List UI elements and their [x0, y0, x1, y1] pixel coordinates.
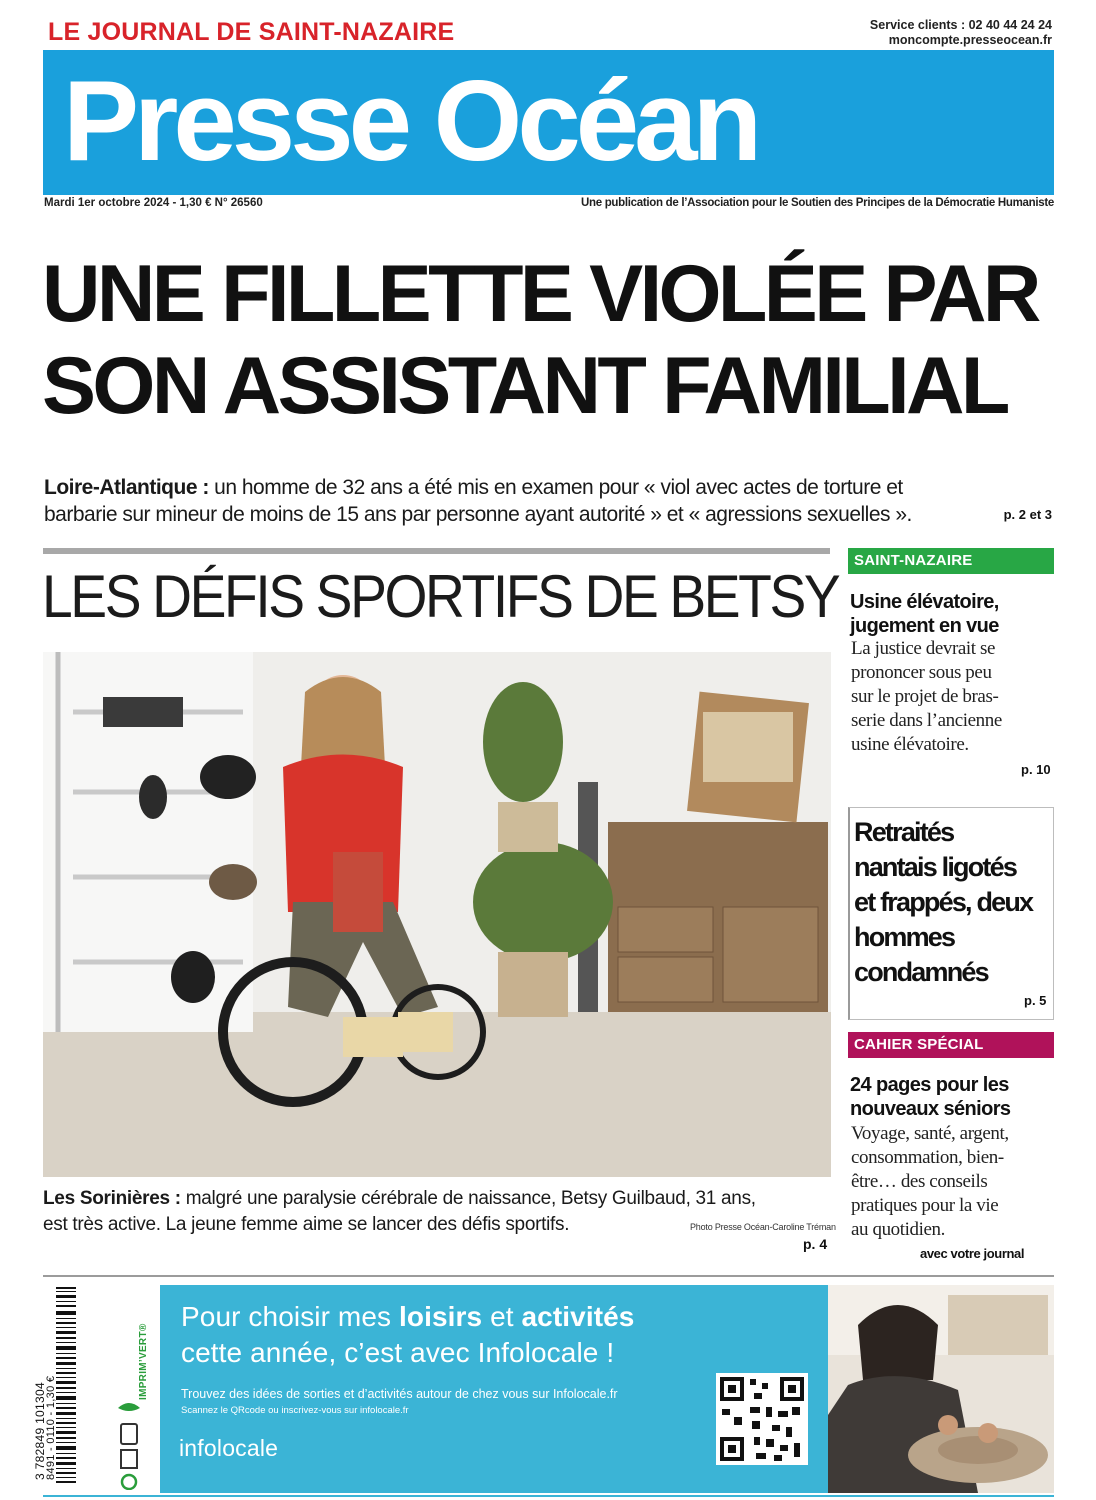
story-retraites-headline-line: et frappés, deux	[854, 887, 1033, 917]
story-seniors-body-line: consommation, bien-	[851, 1147, 1004, 1168]
feature-photo	[43, 652, 831, 1177]
section-tag-saint-nazaire: SAINT-NAZAIRE	[848, 548, 1054, 574]
caption-line-1: malgré une paralysie cérébrale de naissance, Betsy Guilbaud, 31 ans,	[180, 1188, 756, 1209]
story-seniors-body-line: être… des conseils	[851, 1171, 988, 1192]
footer-accent-line	[43, 1495, 1054, 1497]
lede-place: Loire-Atlantique :	[44, 476, 209, 499]
infolocale-ad[interactable]	[160, 1285, 1054, 1493]
story-seniors-headline[interactable]	[850, 1073, 1010, 1121]
ad-headline-part: et	[482, 1301, 522, 1332]
betsy-photo-illustration	[43, 652, 831, 1177]
story-usine-body-line: usine élévatoire.	[851, 734, 969, 755]
story-usine-body-line: prononcer sous peu	[851, 662, 992, 683]
headline-line-1: UNE FILLETTE VIOLÉE PAR	[42, 249, 1038, 339]
story-seniors-body-line: au quotidien.	[851, 1219, 946, 1240]
story-retraites-page-ref[interactable]: p. 5	[1024, 993, 1047, 1008]
account-link[interactable]: moncompte.presseocean.fr	[888, 33, 1052, 47]
story-seniors-body-line: pratiques pour la vie	[851, 1195, 999, 1216]
service-clients-block	[870, 18, 1052, 48]
ad-headline-bold-activites: activités	[521, 1301, 635, 1332]
ad-photo-pottery	[828, 1285, 1054, 1493]
story-usine-body	[851, 637, 1002, 757]
footer-divider	[43, 1275, 1054, 1277]
lede-line-1: un homme de 32 ans a été mis en examen pour « viol avec actes de torture et	[208, 476, 903, 499]
caption-place: Les Sorinières :	[43, 1188, 181, 1209]
ad-subtext: Trouvez des idées de sorties et d’activités autour de chez vous sur Infolocale.fr	[181, 1387, 618, 1401]
section-divider	[43, 548, 830, 554]
story-retraites-headline-line: condamnés	[854, 957, 988, 987]
price-code: 8491 - 0110 - 1,30 €	[45, 1375, 57, 1480]
story-retraites-headline-line: Retraités	[854, 817, 954, 847]
caption-line-2: est très active. La jeune femme aime se lancer des défis sportifs.	[43, 1214, 570, 1235]
masthead-banner	[43, 50, 1054, 195]
story-retraites-headline-line: hommes	[854, 922, 955, 952]
story-usine-body-line: serie dans l’ancienne	[851, 710, 1002, 731]
local-edition-title: LE JOURNAL DE SAINT-NAZAIRE	[48, 18, 455, 46]
lede-line-2: barbarie sur mineur de moins de 15 ans par personne ayant autorité » et « agressions sexuelles ».	[44, 503, 912, 526]
story-retraites-headline-line: nantais ligotés	[854, 852, 1017, 882]
story-usine-page-ref[interactable]: p. 10	[1021, 762, 1051, 777]
story-usine-headline-line-2: jugement en vue	[850, 615, 999, 637]
story-seniors-body	[851, 1122, 1009, 1242]
paper-name-logo: Presse Océan	[63, 58, 758, 185]
lead-lede	[44, 474, 1054, 528]
story-seniors-headline-line-2: nouveaux séniors	[850, 1098, 1011, 1120]
main-headline[interactable]	[42, 248, 1052, 432]
publisher-line: Une publication de l’Association pour le Soutien des Principes de la Démocratie Humaniste	[580, 197, 1054, 209]
story-usine-headline-line-1: Usine élévatoire,	[850, 591, 999, 613]
story-seniors-headline-line-1: 24 pages pour les	[850, 1074, 1009, 1096]
ad-headline	[181, 1299, 634, 1371]
story-seniors-body-line: Voyage, santé, argent,	[851, 1123, 1009, 1144]
story-retraites-headline[interactable]	[854, 815, 1054, 990]
imprim-vert-label: IMPRIM’VERT®	[138, 1323, 149, 1400]
ad-subtext-small: Scannez le QRcode ou inscrivez-vous sur infolocale.fr	[181, 1405, 409, 1416]
headline-line-2: SON ASSISTANT FAMILIAL	[42, 341, 1007, 431]
date-price-issue: Mardi 1er octobre 2024 - 1,30 € N° 26560	[44, 197, 263, 209]
ad-headline-bold-loisirs: loisirs	[399, 1301, 483, 1332]
ad-headline-part: Pour choisir mes	[181, 1301, 399, 1332]
section-tag-cahier-special: CAHIER SPÉCIAL	[848, 1032, 1054, 1058]
ad-headline-line-2: cette année, c’est avec Infolocale !	[181, 1337, 615, 1368]
story-seniors-note: avec votre journal	[920, 1246, 1025, 1261]
photo-credit: Photo Presse Océan-Caroline Tréman	[690, 1222, 836, 1232]
barcode-number: 3 782849 101304	[33, 1382, 47, 1480]
feature-page-ref[interactable]: p. 4	[803, 1236, 828, 1252]
service-clients-phone: Service clients : 02 40 44 24 24	[869, 18, 1052, 32]
lead-pages-ref[interactable]: p. 2 et 3	[1003, 507, 1052, 522]
story-usine-headline[interactable]	[850, 590, 999, 638]
qr-code-icon[interactable]	[716, 1373, 808, 1465]
story-usine-body-line: La justice devrait se	[851, 638, 996, 659]
recycling-icons	[114, 1400, 144, 1490]
feature-title[interactable]: LES DÉFIS SPORTIFS DE BETSY	[42, 563, 839, 630]
infolocale-logo: infolocale	[179, 1435, 279, 1461]
story-usine-body-line: sur le projet de bras-	[851, 686, 999, 707]
